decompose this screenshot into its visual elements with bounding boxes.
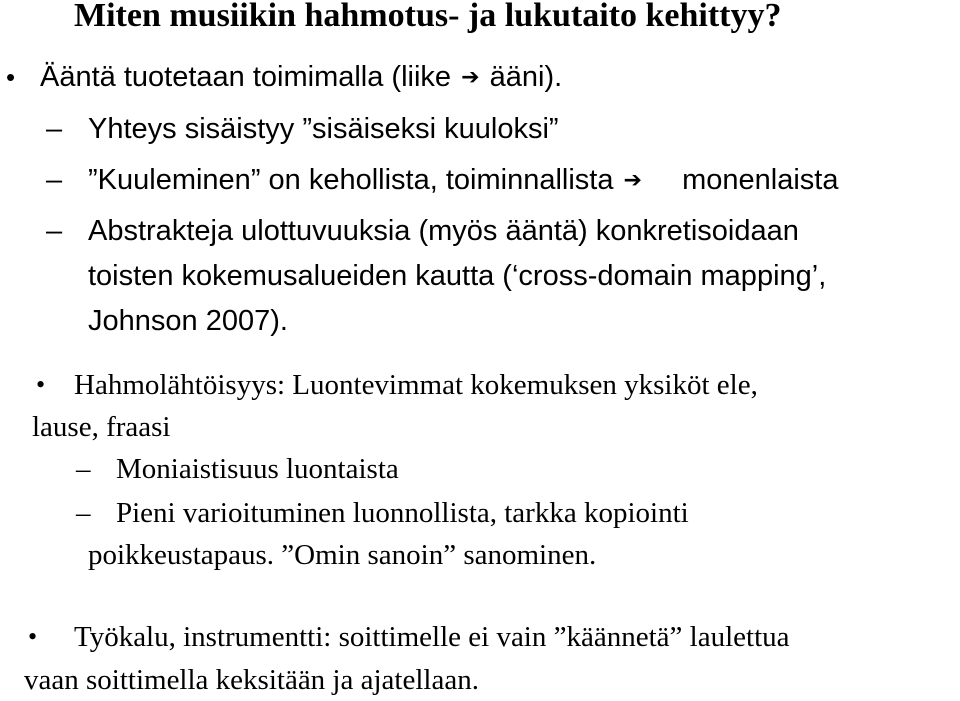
sub-bullet-abstract-line-2: toisten kokemusalueiden kautta (‘cross-domain mapping’, xyxy=(88,260,827,292)
sub-bullet-variation-line-2: poikkeustapaus. ”Omin sanoin” sanominen. xyxy=(88,539,597,571)
slide-title: Miten musiikin hahmotus- ja lukutaito kehittyy? xyxy=(74,0,782,34)
right-arrow-icon: ➔ xyxy=(623,168,642,193)
bullet-text-tool-line-1: Työkalu, instrumentti: soittimelle ei vain ”käännetä” laulettua xyxy=(74,621,790,653)
sub-bullet-abstract-line-3: Johnson 2007). xyxy=(88,305,288,337)
dash-icon: – xyxy=(76,453,91,485)
sub-bullet-part-1: ”Kuuleminen” on kehollista, toiminnallista xyxy=(88,164,614,196)
sub-bullet-part-2: monenlaista xyxy=(682,164,839,196)
dash-icon: – xyxy=(46,164,63,196)
bullet-icon: • xyxy=(6,62,16,92)
bullet-text-gestalt-line-2: lause, fraasi xyxy=(32,411,171,443)
bullet-text-part-2: ääni). xyxy=(489,61,563,93)
right-arrow-icon: ➔ xyxy=(461,65,480,90)
dash-icon: – xyxy=(46,215,63,247)
sub-bullet-variation-line-1: Pieni varioituminen luonnollista, tarkka kopiointi xyxy=(116,497,689,529)
dash-icon: – xyxy=(46,113,63,145)
dash-icon: – xyxy=(76,497,91,529)
sub-bullet-multisensory: Moniaistisuus luontaista xyxy=(116,453,399,485)
bullet-text-tool-line-2: vaan soittimella keksitään ja ajatellaan. xyxy=(24,664,479,696)
bullet-text-gestalt-line-1: Hahmolähtöisyys: Luontevimmat kokemuksen yksiköt ele, xyxy=(74,369,758,401)
bullet-icon: • xyxy=(28,622,38,651)
bullet-icon: • xyxy=(36,370,46,399)
bullet-text-sound-production xyxy=(40,60,562,95)
sub-bullet-inner-hearing: Yhteys sisäistyy ”sisäiseksi kuuloksi” xyxy=(88,113,559,145)
sub-bullet-abstract-line-1: Abstrakteja ulottuvuuksia (myös ääntä) konkretisoidaan xyxy=(88,215,799,247)
sub-bullet-hearing-embodied xyxy=(88,163,838,198)
bullet-text-part-1: Ääntä tuotetaan toimimalla (liike xyxy=(40,61,452,93)
